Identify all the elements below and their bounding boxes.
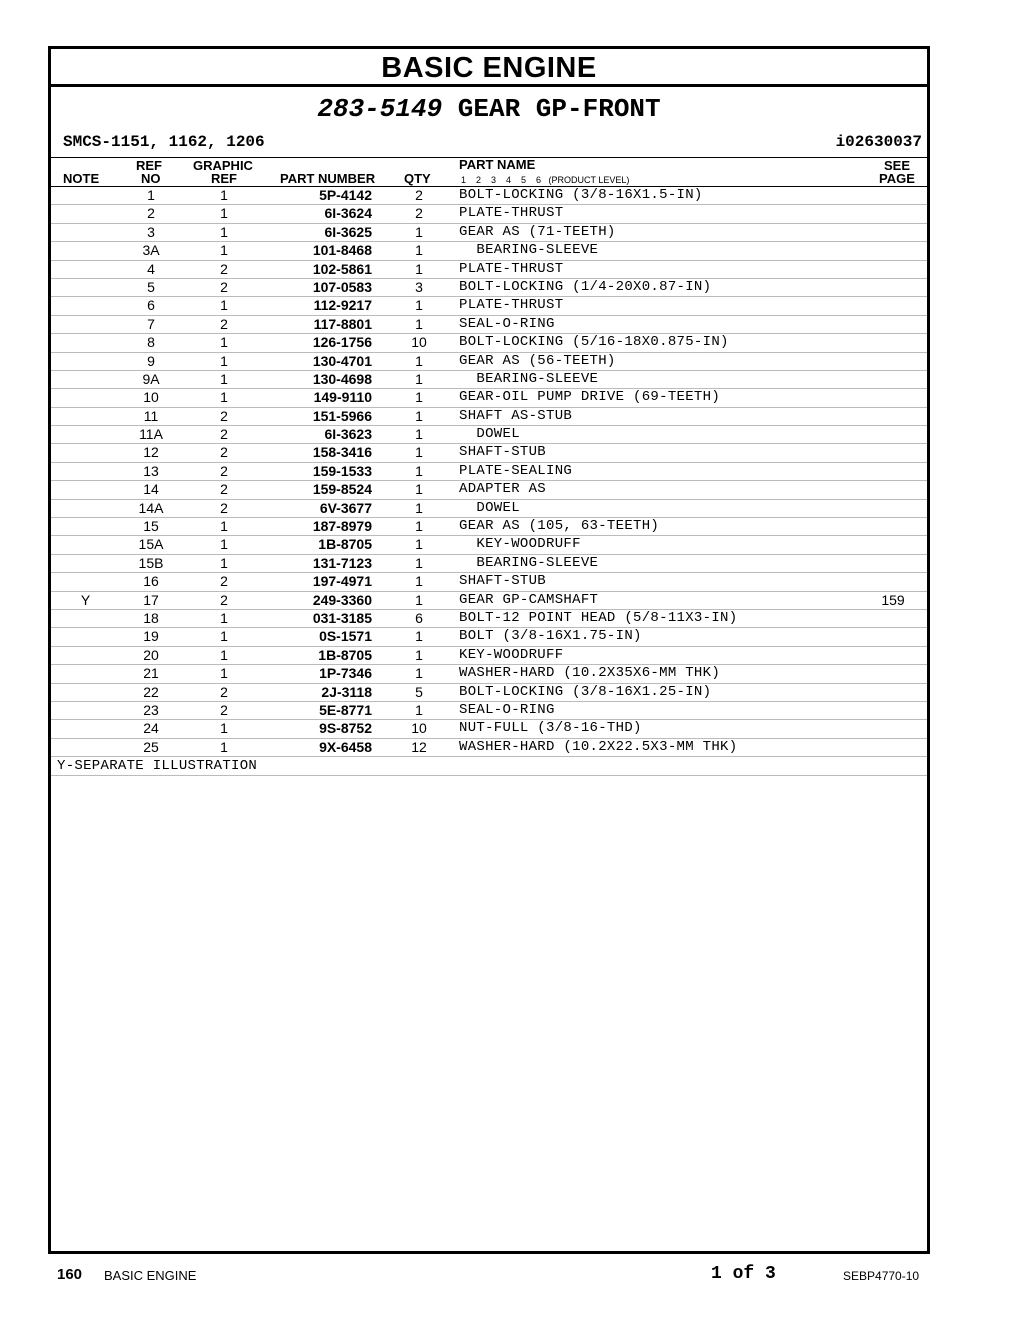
row-graphic-ref: 2 bbox=[220, 315, 228, 332]
row-graphic-ref: 1 bbox=[220, 297, 228, 314]
row-graphic-ref: 1 bbox=[220, 609, 228, 626]
table-row bbox=[51, 426, 927, 444]
row-part-name: GEAR AS (105, 63-TEETH) bbox=[459, 518, 660, 535]
page-title: BASIC ENGINE bbox=[51, 49, 927, 87]
row-part-name: SHAFT AS-STUB bbox=[459, 407, 573, 424]
row-graphic-ref: 2 bbox=[220, 683, 228, 700]
row-graphic-ref: 1 bbox=[220, 370, 228, 387]
row-graphic-ref: 2 bbox=[220, 701, 228, 718]
table-row bbox=[51, 371, 927, 389]
row-graphic-ref: 2 bbox=[220, 407, 228, 424]
row-part-name: SHAFT-STUB bbox=[459, 573, 547, 590]
parts-table-body bbox=[51, 187, 927, 757]
table-row bbox=[51, 279, 927, 297]
table-row bbox=[51, 187, 927, 205]
group-title bbox=[51, 87, 927, 127]
row-qty: 1 bbox=[415, 260, 423, 277]
row-part-number: 0S-1571 bbox=[319, 628, 372, 645]
row-part-name: BOLT-LOCKING (3/8-16X1.5-IN) bbox=[459, 187, 703, 203]
row-qty: 6 bbox=[415, 609, 423, 626]
row-qty: 10 bbox=[411, 334, 427, 351]
row-part-number: 159-1533 bbox=[312, 462, 372, 479]
col-ref-bottom: NO bbox=[141, 171, 161, 186]
row-ref-no: 25 bbox=[143, 738, 159, 755]
row-part-name: GEAR-OIL PUMP DRIVE (69-TEETH) bbox=[459, 389, 721, 406]
row-part-number: 249-3360 bbox=[312, 591, 372, 608]
row-qty: 1 bbox=[415, 370, 423, 387]
row-part-name: BEARING-SLEEVE bbox=[459, 242, 599, 259]
row-ref-no: 1 bbox=[147, 187, 155, 203]
row-note: Y bbox=[80, 591, 91, 608]
row-ref-no: 5 bbox=[147, 278, 155, 295]
row-ref-no: 12 bbox=[143, 444, 159, 461]
row-part-name: GEAR GP-CAMSHAFT bbox=[459, 591, 599, 608]
row-graphic-ref: 1 bbox=[220, 223, 228, 240]
row-ref-no: 11A bbox=[139, 426, 163, 443]
row-ref-no: 24 bbox=[143, 720, 159, 737]
table-row bbox=[51, 444, 927, 462]
col-graphic-bottom: REF bbox=[211, 171, 237, 186]
col-part-name: PART NAME bbox=[459, 157, 536, 172]
row-part-number: 5E-8771 bbox=[319, 701, 372, 718]
row-qty: 2 bbox=[415, 187, 423, 203]
row-graphic-ref: 2 bbox=[220, 426, 228, 443]
table-row bbox=[51, 389, 927, 407]
row-part-number: 031-3185 bbox=[312, 609, 372, 626]
row-qty: 12 bbox=[411, 738, 427, 755]
table-row bbox=[51, 720, 927, 738]
row-qty: 1 bbox=[415, 499, 423, 516]
table-row bbox=[51, 481, 927, 499]
row-qty: 1 bbox=[415, 573, 423, 590]
row-graphic-ref: 2 bbox=[220, 260, 228, 277]
row-graphic-ref: 2 bbox=[220, 278, 228, 295]
row-part-number: 159-8524 bbox=[312, 481, 372, 498]
row-part-number: 2J-3118 bbox=[321, 683, 372, 700]
row-ref-no: 11 bbox=[143, 407, 159, 424]
row-ref-no: 14A bbox=[138, 499, 164, 516]
row-part-number: 151-5966 bbox=[312, 407, 372, 424]
row-qty: 1 bbox=[415, 591, 423, 608]
row-ref-no: 9A bbox=[142, 370, 160, 387]
row-qty: 1 bbox=[415, 389, 423, 406]
row-graphic-ref: 1 bbox=[220, 628, 228, 645]
row-qty: 1 bbox=[415, 297, 423, 314]
table-row bbox=[51, 242, 927, 260]
row-ref-no: 15A bbox=[138, 536, 164, 553]
table-row bbox=[51, 297, 927, 315]
row-qty: 1 bbox=[415, 407, 423, 424]
row-part-number: 126-1756 bbox=[312, 334, 372, 351]
footer-document-number: SEBP4770-10 bbox=[843, 1269, 920, 1283]
row-qty: 1 bbox=[415, 223, 423, 240]
row-graphic-ref: 1 bbox=[220, 389, 228, 406]
row-qty: 3 bbox=[415, 278, 423, 295]
row-part-number: 149-9110 bbox=[313, 389, 372, 406]
col-qty: QTY bbox=[404, 171, 431, 186]
row-graphic-ref: 1 bbox=[220, 205, 228, 222]
row-graphic-ref: 2 bbox=[220, 591, 228, 608]
row-ref-no: 3 bbox=[147, 223, 155, 240]
row-part-name: BEARING-SLEEVE bbox=[459, 370, 599, 387]
row-ref-no: 16 bbox=[143, 573, 159, 590]
row-part-number: 187-8979 bbox=[312, 518, 372, 535]
row-part-name: PLATE-THRUST bbox=[459, 205, 564, 222]
table-row bbox=[51, 592, 927, 610]
table-row bbox=[51, 702, 927, 720]
group-part-number: 283-5149 bbox=[317, 94, 443, 124]
row-graphic-ref: 1 bbox=[220, 646, 228, 663]
row-qty: 1 bbox=[415, 665, 423, 682]
row-qty: 1 bbox=[415, 481, 423, 498]
row-graphic-ref: 1 bbox=[220, 536, 228, 553]
table-row bbox=[51, 665, 927, 683]
row-ref-no: 13 bbox=[143, 462, 159, 479]
table-row bbox=[51, 739, 927, 757]
row-ref-no: 10 bbox=[143, 389, 159, 406]
row-ref-no: 9 bbox=[147, 352, 155, 369]
page-footer bbox=[0, 1262, 1020, 1292]
row-part-name: KEY-WOODRUFF bbox=[459, 536, 581, 553]
row-part-name: BEARING-SLEEVE bbox=[459, 554, 599, 571]
table-header bbox=[51, 158, 927, 187]
row-graphic-ref: 2 bbox=[220, 499, 228, 516]
table-row bbox=[51, 536, 927, 554]
row-part-number: 6I-3623 bbox=[324, 426, 372, 443]
row-part-name: GEAR AS (71-TEETH) bbox=[459, 223, 616, 240]
row-ref-no: 6 bbox=[147, 297, 155, 314]
row-part-number: 130-4698 bbox=[312, 370, 372, 387]
table-row bbox=[51, 573, 927, 591]
row-ref-no: 22 bbox=[143, 683, 159, 700]
row-ref-no: 17 bbox=[143, 591, 159, 608]
col-ref-top: REF bbox=[136, 158, 162, 173]
row-part-number: 6I-3624 bbox=[324, 205, 372, 222]
row-graphic-ref: 2 bbox=[220, 462, 228, 479]
row-graphic-ref: 1 bbox=[220, 518, 228, 535]
row-part-name: SEAL-O-RING bbox=[459, 315, 555, 332]
smcs-codes: SMCS-1151, 1162, 1206 bbox=[63, 133, 265, 151]
row-graphic-ref: 1 bbox=[220, 720, 228, 737]
row-qty: 1 bbox=[415, 628, 423, 645]
row-part-name: SHAFT-STUB bbox=[459, 444, 547, 461]
row-graphic-ref: 2 bbox=[220, 444, 228, 461]
row-part-name: WASHER-HARD (10.2X35X6-MM THK) bbox=[459, 665, 721, 682]
row-part-number: 112-9217 bbox=[313, 297, 372, 314]
row-ref-no: 2 bbox=[147, 205, 155, 222]
row-part-number: 102-5861 bbox=[312, 260, 372, 277]
row-part-name: BOLT-LOCKING (1/4-20X0.87-IN) bbox=[459, 278, 712, 295]
row-ref-no: 19 bbox=[143, 628, 159, 645]
row-qty: 1 bbox=[415, 462, 423, 479]
row-part-name: BOLT-12 POINT HEAD (5/8-11X3-IN) bbox=[459, 609, 738, 626]
row-ref-no: 21 bbox=[143, 665, 159, 682]
row-graphic-ref: 2 bbox=[220, 481, 228, 498]
row-ref-no: 3A bbox=[142, 242, 160, 259]
row-qty: 1 bbox=[415, 352, 423, 369]
row-part-number: 1P-7346 bbox=[319, 665, 372, 682]
table-row bbox=[51, 316, 927, 334]
row-part-number: 130-4701 bbox=[312, 352, 372, 369]
col-product-level: 1 2 3 4 5 6 (PRODUCT LEVEL) bbox=[461, 175, 630, 185]
row-part-name: DOWEL bbox=[459, 499, 520, 516]
footnote: Y-SEPARATE ILLUSTRATION bbox=[57, 758, 258, 775]
row-qty: 1 bbox=[415, 536, 423, 553]
row-part-name: PLATE-THRUST bbox=[459, 297, 564, 314]
table-row bbox=[51, 518, 927, 536]
row-part-number: 1B-8705 bbox=[318, 646, 372, 663]
row-part-name: PLATE-SEALING bbox=[459, 462, 573, 479]
row-ref-no: 4 bbox=[147, 260, 155, 277]
row-qty: 1 bbox=[415, 554, 423, 571]
col-note: NOTE bbox=[63, 171, 100, 186]
table-row bbox=[51, 261, 927, 279]
footer-section: BASIC ENGINE bbox=[104, 1268, 197, 1283]
row-part-name: BOLT (3/8-16X1.75-IN) bbox=[459, 628, 642, 645]
row-part-number: 197-4971 bbox=[312, 573, 372, 590]
row-part-number: 131-7123 bbox=[312, 554, 372, 571]
row-part-number: 1B-8705 bbox=[318, 536, 372, 553]
row-part-name: NUT-FULL (3/8-16-THD) bbox=[459, 720, 642, 737]
table-row bbox=[51, 224, 927, 242]
col-see-bottom: PAGE bbox=[879, 171, 915, 186]
row-qty: 2 bbox=[415, 205, 423, 222]
row-part-name: PLATE-THRUST bbox=[459, 260, 564, 277]
row-part-name: ADAPTER AS bbox=[459, 481, 547, 498]
row-part-number: 6V-3677 bbox=[319, 499, 372, 516]
row-see-page: 159 bbox=[881, 591, 905, 608]
row-graphic-ref: 1 bbox=[220, 554, 228, 571]
table-row bbox=[51, 628, 927, 646]
smcs-row bbox=[51, 127, 927, 158]
row-graphic-ref: 2 bbox=[220, 573, 228, 590]
row-qty: 1 bbox=[415, 646, 423, 663]
footer-page-number: 160 bbox=[57, 1266, 83, 1283]
row-part-name: BOLT-LOCKING (5/16-18X0.875-IN) bbox=[459, 334, 729, 351]
row-qty: 1 bbox=[415, 518, 423, 535]
row-part-number: 9S-8752 bbox=[319, 720, 372, 737]
table-row bbox=[51, 353, 927, 371]
row-qty: 1 bbox=[415, 444, 423, 461]
row-ref-no: 23 bbox=[143, 701, 159, 718]
row-ref-no: 18 bbox=[143, 609, 159, 626]
row-part-number: 117-8801 bbox=[313, 315, 372, 332]
table-row bbox=[51, 463, 927, 481]
row-graphic-ref: 1 bbox=[220, 352, 228, 369]
row-ref-no: 15 bbox=[143, 518, 159, 535]
row-qty: 10 bbox=[411, 720, 427, 737]
row-qty: 5 bbox=[415, 683, 423, 700]
group-part-name: GEAR GP-FRONT bbox=[457, 94, 661, 124]
table-row bbox=[51, 334, 927, 352]
table-row bbox=[51, 408, 927, 426]
row-graphic-ref: 1 bbox=[220, 334, 228, 351]
row-graphic-ref: 1 bbox=[220, 242, 228, 259]
row-part-name: BOLT-LOCKING (3/8-16X1.25-IN) bbox=[459, 683, 712, 700]
row-graphic-ref: 1 bbox=[220, 665, 228, 682]
row-qty: 1 bbox=[415, 426, 423, 443]
row-part-name: KEY-WOODRUFF bbox=[459, 646, 564, 663]
row-part-number: 9X-6458 bbox=[319, 738, 372, 755]
row-part-name: DOWEL bbox=[459, 426, 520, 443]
table-row bbox=[51, 684, 927, 702]
row-part-name: WASHER-HARD (10.2X22.5X3-MM THK) bbox=[459, 738, 738, 755]
row-graphic-ref: 1 bbox=[220, 187, 228, 203]
row-qty: 1 bbox=[415, 701, 423, 718]
row-part-number: 158-3416 bbox=[312, 444, 372, 461]
row-ref-no: 20 bbox=[143, 646, 159, 663]
row-ref-no: 15B bbox=[138, 554, 164, 571]
table-row bbox=[51, 647, 927, 665]
illustration-id: i02630037 bbox=[835, 133, 922, 151]
footer-page-of: 1 of 3 bbox=[711, 1264, 776, 1284]
col-part-number: PART NUMBER bbox=[280, 171, 376, 186]
row-part-number: 6I-3625 bbox=[324, 223, 372, 240]
row-graphic-ref: 1 bbox=[220, 738, 228, 755]
row-part-number: 101-8468 bbox=[312, 242, 372, 259]
row-part-number: 107-0583 bbox=[312, 278, 372, 295]
row-ref-no: 7 bbox=[147, 315, 155, 332]
table-row bbox=[51, 500, 927, 518]
parts-list-frame bbox=[48, 46, 930, 1254]
row-qty: 1 bbox=[415, 315, 423, 332]
row-ref-no: 14 bbox=[143, 481, 159, 498]
row-ref-no: 8 bbox=[147, 334, 155, 351]
table-row bbox=[51, 555, 927, 573]
row-part-number: 5P-4142 bbox=[319, 187, 372, 203]
table-row bbox=[51, 610, 927, 628]
col-see-top: SEE bbox=[884, 158, 911, 173]
row-part-name: GEAR AS (56-TEETH) bbox=[459, 352, 616, 369]
col-graphic-top: GRAPHIC bbox=[193, 158, 253, 173]
footnote-row bbox=[51, 757, 927, 775]
row-qty: 1 bbox=[415, 242, 423, 259]
row-part-name: SEAL-O-RING bbox=[459, 701, 555, 718]
table-row bbox=[51, 205, 927, 223]
